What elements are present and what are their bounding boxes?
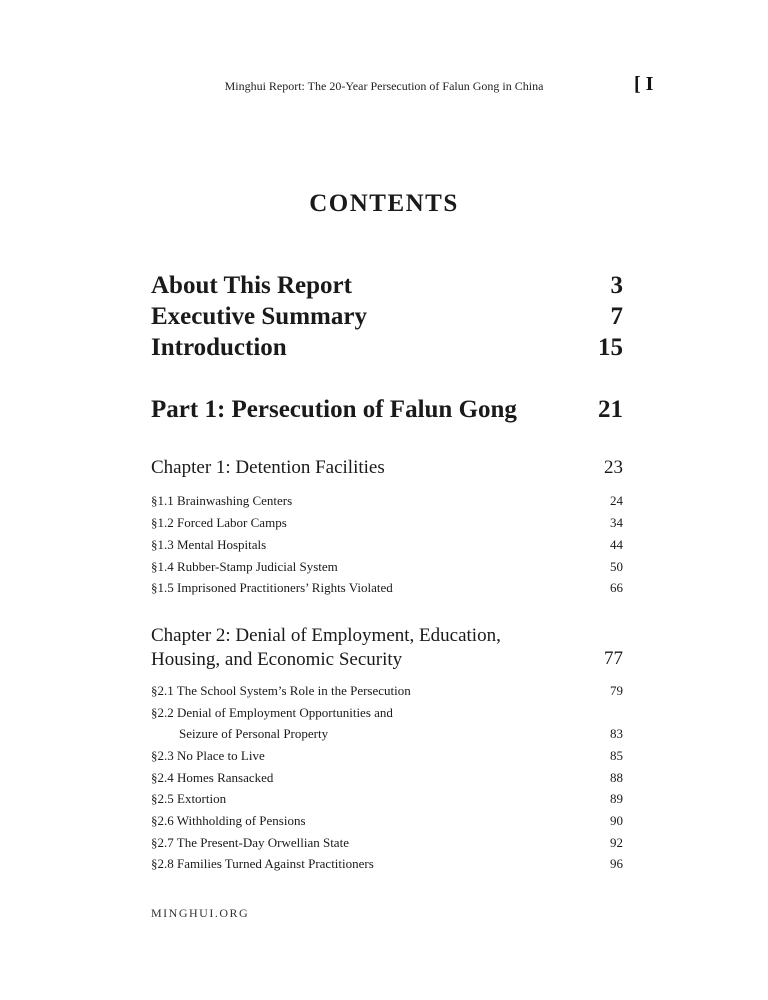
toc-entry-label: Chapter 2: Denial of Employment, Education, xyxy=(151,625,501,646)
toc-entry-label: §2.6 Withholding of Pensions xyxy=(151,813,306,828)
toc-section-entry[interactable] xyxy=(151,580,623,596)
toc-section-entry[interactable] xyxy=(151,493,623,509)
toc-section-entry[interactable] xyxy=(151,705,623,721)
toc-section-entry[interactable] xyxy=(151,748,623,764)
toc-entry-page: 83 xyxy=(610,726,623,741)
toc-entry-label: §1.4 Rubber-Stamp Judicial System xyxy=(151,559,338,574)
toc-entry-page: 79 xyxy=(610,683,623,698)
toc-entry-label: §2.7 The Present-Day Orwellian State xyxy=(151,835,349,850)
toc-section-entry[interactable] xyxy=(151,515,623,531)
toc-section-entry[interactable] xyxy=(151,559,623,575)
toc-entry-label: §2.5 Extortion xyxy=(151,791,227,806)
toc-entry-page: 44 xyxy=(610,537,623,552)
toc-entry-label: Seizure of Personal Property xyxy=(179,726,329,741)
toc-section-entry[interactable] xyxy=(151,856,623,872)
toc-entry-part1[interactable] xyxy=(151,396,623,424)
toc-entry-page: 88 xyxy=(610,770,623,785)
running-head: Minghui Report: The 20-Year Persecution of Falun Gong in China xyxy=(224,79,544,93)
toc-entry-page: 96 xyxy=(610,856,623,871)
toc-entry-page: 92 xyxy=(610,835,623,850)
toc-entry-about[interactable] xyxy=(151,272,623,300)
toc-entry-label: Introduction xyxy=(151,334,287,361)
toc-section-entry[interactable] xyxy=(151,726,623,742)
toc-entry-label: Part 1: Persecution of Falun Gong xyxy=(151,396,517,423)
toc-entry-page: 50 xyxy=(610,559,623,574)
toc-entry-page: 34 xyxy=(610,515,623,530)
toc-entry-label-continued: Housing, and Economic Security xyxy=(151,649,403,670)
toc-section-entry[interactable] xyxy=(151,791,623,807)
toc-entry-page: 85 xyxy=(610,748,623,763)
toc-entry-page: 24 xyxy=(610,493,623,508)
toc-entry-introduction[interactable] xyxy=(151,334,623,362)
toc-entry-page: 15 xyxy=(598,334,623,361)
toc-entry-label: §2.3 No Place to Live xyxy=(151,748,265,763)
page-title: CONTENTS xyxy=(309,190,459,217)
toc-entry-label: §2.8 Families Turned Against Practitioners xyxy=(151,856,374,871)
toc-entry-page: 66 xyxy=(610,580,623,595)
toc-entry-label: §2.4 Homes Ransacked xyxy=(151,770,274,785)
footer-site-name: MINGHUI.ORG xyxy=(151,906,250,920)
toc-entry-page: 21 xyxy=(598,396,623,423)
toc-entry-page: 23 xyxy=(604,457,623,478)
toc-entry-label: §1.3 Mental Hospitals xyxy=(151,537,267,552)
toc-entry-label: §2.1 The School System’s Role in the Persecution xyxy=(151,683,411,698)
toc-entry-executive-summary[interactable] xyxy=(151,303,623,331)
toc-section-entry[interactable] xyxy=(151,683,623,699)
toc-entry-page: 7 xyxy=(610,303,623,330)
toc-entry-chapter1[interactable] xyxy=(151,457,623,479)
toc-entry-label: §2.2 Denial of Employment Opportunities and xyxy=(151,705,393,720)
toc-section-entry[interactable] xyxy=(151,835,623,851)
toc-section-entry[interactable] xyxy=(151,813,623,829)
toc-entry-label: §1.5 Imprisoned Practitioners’ Rights Violated xyxy=(151,580,393,595)
toc-entry-label: Chapter 1: Detention Facilities xyxy=(151,457,385,478)
toc-entry-page: 90 xyxy=(610,813,623,828)
toc-entry-label: Executive Summary xyxy=(151,303,367,330)
page-number: [ I xyxy=(634,73,654,95)
toc-entry-label: About This Report xyxy=(151,272,352,299)
toc-entry-page: 89 xyxy=(610,791,623,806)
toc-entry-label: §1.2 Forced Labor Camps xyxy=(151,515,287,530)
toc-section-entry[interactable] xyxy=(151,770,623,786)
toc-entry-page: 77 xyxy=(604,648,623,669)
toc-section-entry[interactable] xyxy=(151,537,623,553)
toc-entry-label: §1.1 Brainwashing Centers xyxy=(151,493,293,508)
toc-entry-page: 3 xyxy=(610,272,623,299)
